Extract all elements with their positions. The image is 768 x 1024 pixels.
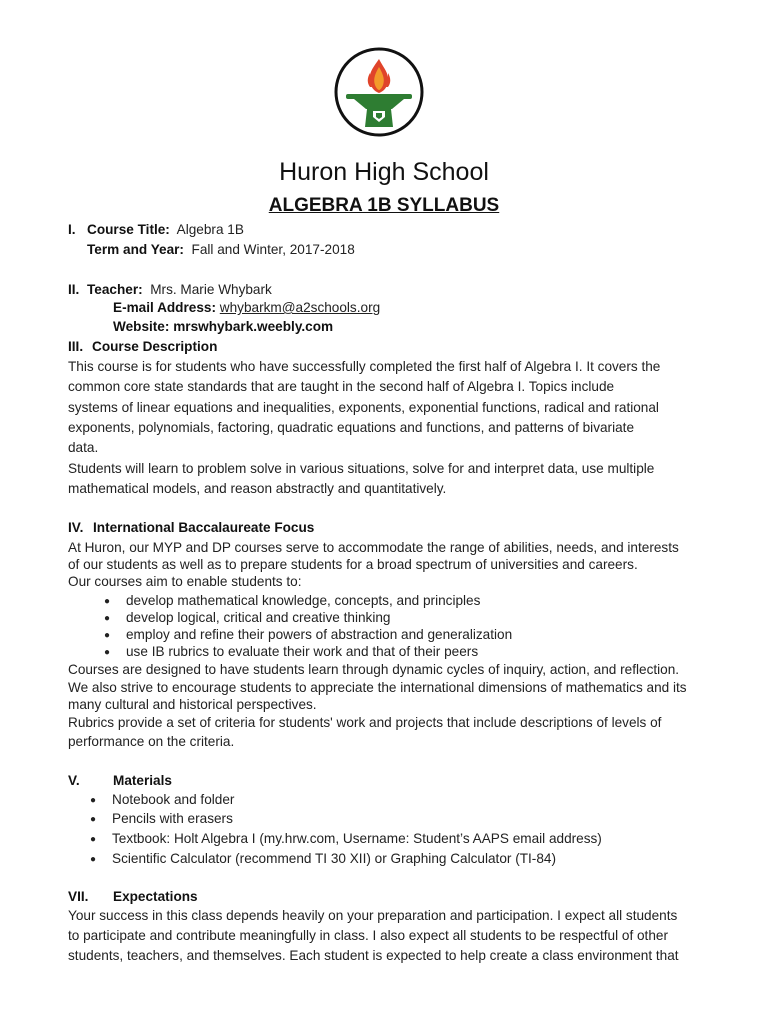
course-title-label: Course Title: — [87, 222, 170, 237]
section-number: III. — [68, 339, 84, 354]
paragraph-line: Students will learn to problem solve in various situations, solve for and interpret data, use multiple — [68, 461, 655, 476]
paragraph-line: We also strive to encourage students to appreciate the international dimensions of mathematics and its — [68, 680, 687, 695]
website-row — [113, 318, 333, 335]
list-item: ● use IB rubrics to evaluate their work and that of their peers — [104, 644, 479, 659]
list-item: ● Notebook and folder — [90, 792, 235, 807]
bullet-icon: ● — [104, 647, 111, 658]
section-number: V. — [68, 773, 80, 788]
term-value: Fall and Winter, 2017-2018 — [191, 242, 355, 257]
website-label: Website: — [113, 319, 170, 334]
term-label: Term and Year: — [87, 242, 184, 257]
bullet-icon: ● — [90, 834, 97, 845]
email-label: E-mail Address: — [113, 300, 216, 315]
list-item: ● develop mathematical knowledge, concepts, and principles — [104, 593, 481, 608]
term-row — [87, 241, 355, 258]
section-number: VII. — [68, 889, 89, 904]
paragraph-line: Courses are designed to have students learn through dynamic cycles of inquiry, action, and reflection. — [68, 662, 680, 677]
paragraph-line: many cultural and historical perspectives. — [68, 697, 317, 712]
ib-heading — [68, 519, 314, 536]
teacher-label: Teacher: — [87, 282, 143, 297]
teacher-row — [68, 281, 272, 298]
materials-heading — [68, 772, 172, 789]
email-link[interactable]: whybarkm@a2schools.org — [219, 300, 381, 315]
list-item: ● employ and refine their powers of abstraction and generalization — [104, 627, 513, 642]
list-item: ● Pencils with erasers — [90, 811, 233, 826]
paragraph-line: students, teachers, and themselves. Each student is expected to help create a class environment that — [68, 948, 679, 963]
description-heading-text: Course Description — [92, 339, 218, 354]
school-name: Huron High School — [279, 158, 489, 186]
section-number: IV. — [68, 520, 84, 535]
bullet-icon: ● — [104, 596, 111, 607]
paragraph-line: common core state standards that are taught in the second half of Algebra I. Topics include — [68, 379, 615, 394]
bullet-icon: ● — [104, 630, 111, 641]
list-item: ● Scientific Calculator (recommend TI 30 XII) or Graphing Calculator (TI-84) — [90, 851, 556, 866]
teacher-name: Mrs. Marie Whybark — [150, 282, 272, 297]
syllabus-title: ALGEBRA 1B SYLLABUS — [268, 195, 500, 216]
paragraph-line: This course is for students who have successfully completed the first half of Algebra I. It covers the — [68, 359, 661, 374]
paragraph-line: At Huron, our MYP and DP courses serve to accommodate the range of abilities, needs, and interests — [68, 540, 679, 555]
paragraph-line: systems of linear equations and inequalities, exponents, exponential functions, radical and rational — [68, 400, 659, 415]
email-row — [113, 299, 380, 316]
website-value: mrswhybark.weebly.com — [173, 319, 334, 334]
expectations-heading-text: Expectations — [113, 889, 198, 904]
paragraph-line: of our students as well as to prepare students for a broad spectrum of universities and careers. — [68, 557, 638, 572]
materials-heading-text: Materials — [113, 773, 172, 788]
paragraph-line: Our courses aim to enable students to: — [68, 574, 302, 589]
list-item: ● Textbook: Holt Algebra I (my.hrw.com, Username: Student’s AAPS email address) — [90, 831, 602, 846]
paragraph-line: exponents, polynomials, factoring, quadratic equations and functions, and patterns of bivariate — [68, 420, 635, 435]
section-number: II. — [68, 282, 80, 297]
list-item: ● develop logical, critical and creative thinking — [104, 610, 391, 625]
description-heading — [68, 338, 217, 355]
paragraph-line: performance on the criteria. — [68, 734, 235, 749]
bullet-icon: ● — [90, 814, 97, 825]
school-logo-torch-icon — [334, 47, 424, 137]
bullet-icon: ● — [104, 613, 111, 624]
bullet-icon: ● — [90, 854, 97, 865]
course-title-value: Algebra 1B — [176, 222, 244, 237]
ib-heading-text: International Baccalaureate Focus — [93, 520, 315, 535]
course-title-row — [68, 221, 244, 238]
paragraph-line: mathematical models, and reason abstractly and quantitatively. — [68, 481, 447, 496]
paragraph-line: data. — [68, 440, 99, 455]
paragraph-line: Your success in this class depends heavily on your preparation and participation. I expect all students — [68, 908, 678, 923]
expectations-heading — [68, 888, 198, 905]
section-number: I. — [68, 222, 76, 237]
paragraph-line: Rubrics provide a set of criteria for students' work and projects that include descriptions of levels of — [68, 715, 662, 730]
paragraph-line: to participate and contribute meaningfully in class. I also expect all students to be respectful of other — [68, 928, 668, 943]
bullet-icon: ● — [90, 795, 97, 806]
